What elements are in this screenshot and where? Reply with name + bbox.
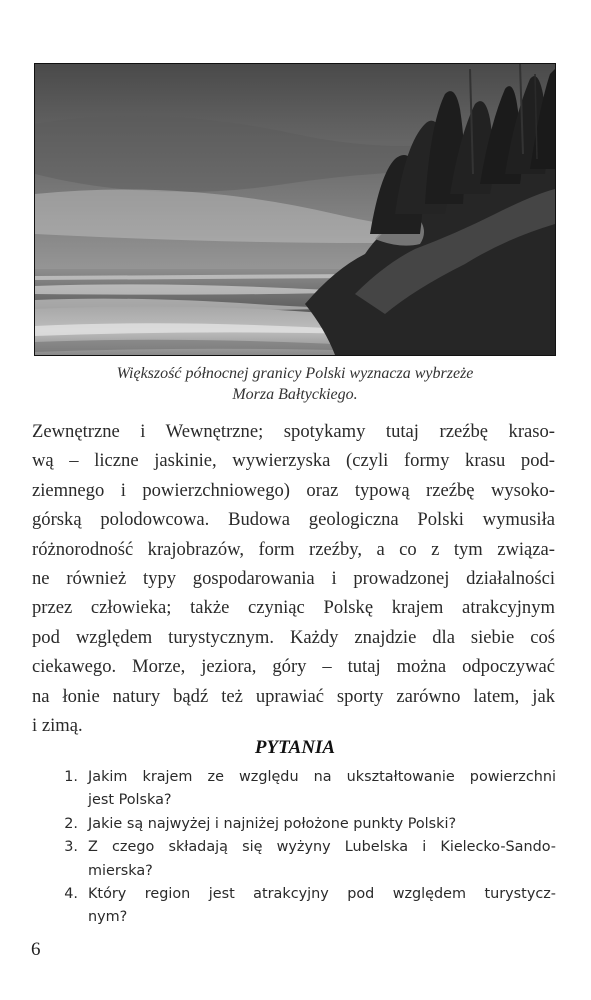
question-number: 4.	[64, 886, 78, 903]
question-line: jest Polska?	[88, 792, 172, 809]
page-number: 6	[31, 939, 41, 960]
question-line: nym?	[88, 909, 128, 926]
body-line: Zewnętrzne i Wewnętrzne; spotykamy tutaj rzeźbę kraso-	[32, 421, 555, 442]
body-line: i zimą.	[32, 715, 83, 737]
body-line: na łonie natury bądź też uprawiać sporty zarówno latem, jak	[32, 685, 555, 707]
caption-line: Większość północnej granicy Polski wyznacza wybrzeże	[116, 365, 474, 382]
questions-list	[56, 766, 556, 930]
body-line: różnorodność krajobrazów, form rzeźby, a co z tym związa-	[32, 538, 555, 560]
question-number: 2.	[64, 815, 78, 832]
question-item	[56, 836, 556, 883]
question-line: Z czego składają się wyżyny Lubelska i Kielecko-Sando-	[88, 839, 556, 856]
body-line: ciekawego. Morze, jeziora, góry – tutaj można odpoczywać	[32, 656, 555, 678]
question-line: Jakie są najwyżej i najniżej położone punkty Polski?	[88, 815, 457, 832]
body-line: pod względem turystycznym. Każdy znajdzie dla siebie coś	[32, 626, 555, 648]
body-line: ne również typy gospodarowania i prowadzonej działalności	[32, 568, 555, 590]
question-item	[56, 766, 556, 813]
body-line: górską polodowcowa. Budowa geologiczna Polski wymusiła	[32, 509, 555, 531]
question-item	[56, 813, 556, 836]
question-line: mierska?	[88, 862, 153, 879]
question-number: 3.	[64, 839, 78, 856]
question-line: Który region jest atrakcyjny pod względem turystycz-	[88, 886, 556, 903]
question-item	[56, 883, 556, 930]
question-line: Jakim krajem ze względu na ukształtowanie powierzchni	[88, 769, 556, 785]
body-line: przez człowieka; także czyniąc Polskę krajem atrakcyjnym	[32, 597, 555, 619]
caption-line: Morza Bałtyckiego.	[232, 386, 358, 403]
photo-caption	[34, 363, 556, 405]
questions-heading: PYTANIA	[254, 737, 336, 758]
question-number: 1.	[64, 769, 78, 785]
body-line: ziemnego i powierzchniowego) oraz typową rzeźbę wysoko-	[32, 479, 555, 501]
baltic-coast-photo	[34, 63, 556, 356]
body-paragraph	[32, 417, 555, 740]
body-line: wą – liczne jaskinie, wywierzyska (czyli formy krasu pod-	[32, 450, 555, 472]
